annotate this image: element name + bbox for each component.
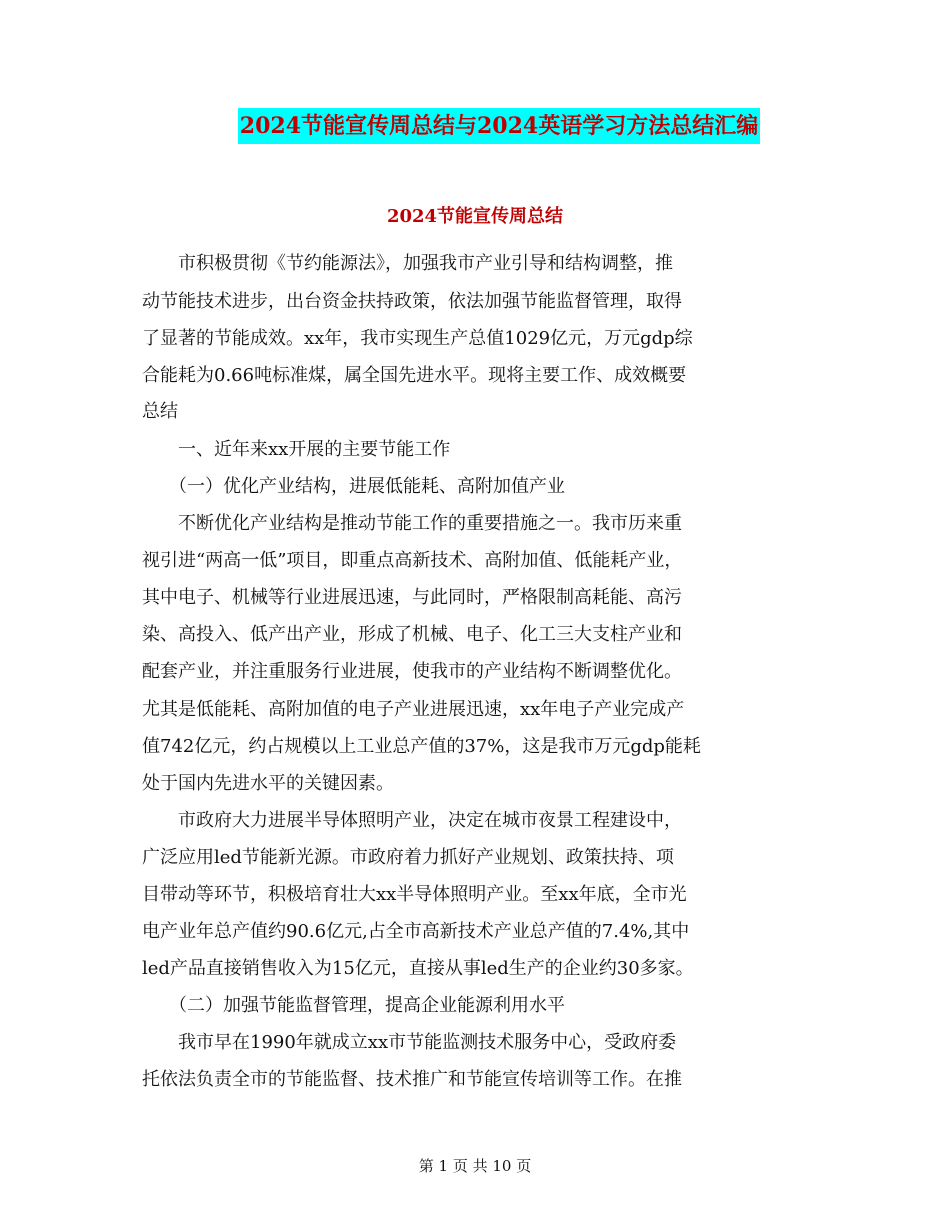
body-text-line: （一）优化产业结构，进展低能耗、高附加值产业 (142, 476, 565, 497)
body-text-line: 染、高投入、低产出产业，形成了机械、电子、化工三大支柱产业和 (142, 624, 682, 645)
body-text-line: 目带动等环节，积极培育壮大xx半导体照明产业。至xx年底，全市光 (142, 884, 687, 905)
body-text-line: led产品直接销售收入为15亿元，直接从事led生产的企业约30多家。 (142, 958, 694, 979)
body-text-line: 市政府大力进展半导体照明产业，决定在城市夜景工程建设中， (142, 810, 682, 831)
body-text-line: 不断优化产业结构是推动节能工作的重要措施之一。我市历来重 (142, 513, 682, 534)
body-text-line: 市积极贯彻《节约能源法》，加强我市产业引导和结构调整，推 (142, 253, 673, 274)
body-text-line: 电产业年总产值约90.6亿元,占全市高新技术产业总产值的7.4%,其中 (142, 921, 690, 942)
body-text-line: 处于国内先进水平的关键因素。 (142, 773, 394, 794)
body-text-line: 尤其是低能耗、高附加值的电子产业进展迅速，xx年电子产业完成产 (142, 699, 685, 720)
body-text-line: （二）加强节能监督管理，提高企业能源利用水平 (142, 995, 565, 1016)
body-text-line: 总结 (142, 401, 178, 422)
body-text-line: 合能耗为0.66吨标准煤，属全国先进水平。现将主要工作、成效概要 (142, 365, 687, 386)
body-text-line: 配套产业，并注重服务行业进展，使我市的产业结构不断调整优化。 (142, 661, 682, 682)
body-text-line: 一、近年来xx开展的主要节能工作 (142, 439, 451, 460)
body-text-line: 了显著的节能成效。xx年，我市实现生产总值1029亿元，万元gdp综 (142, 328, 693, 349)
document-title-container (0, 108, 950, 144)
body-text-line: 动节能技术进步，出台资金扶持政策，依法加强节能监督管理，取得 (142, 291, 682, 312)
document-title: 2024节能宣传周总结与2024英语学习方法总结汇编 (238, 108, 760, 144)
body-text-line: 我市早在1990年就成立xx市节能监测技术服务中心，受政府委 (142, 1032, 677, 1053)
page-footer: 第 1 页 共 10 页 (418, 1157, 532, 1175)
body-text-line: 托依法负责全市的节能监督、技术推广和节能宣传培训等工作。在推 (142, 1069, 682, 1090)
body-text-line: 广泛应用led节能新光源。市政府着力抓好产业规划、政策扶持、项 (142, 847, 674, 868)
body-text-line: 视引进“两高一低”项目，即重点高新技术、高附加值、低能耗产业， (142, 550, 683, 571)
body-text-line: 值742亿元，约占规模以上工业总产值的37%，这是我市万元gdp能耗 (142, 736, 701, 757)
body-text-line: 其中电子、机械等行业进展迅速，与此同时，严格限制高耗能、高污 (142, 587, 682, 608)
section-title: 2024节能宣传周总结 (386, 206, 564, 227)
